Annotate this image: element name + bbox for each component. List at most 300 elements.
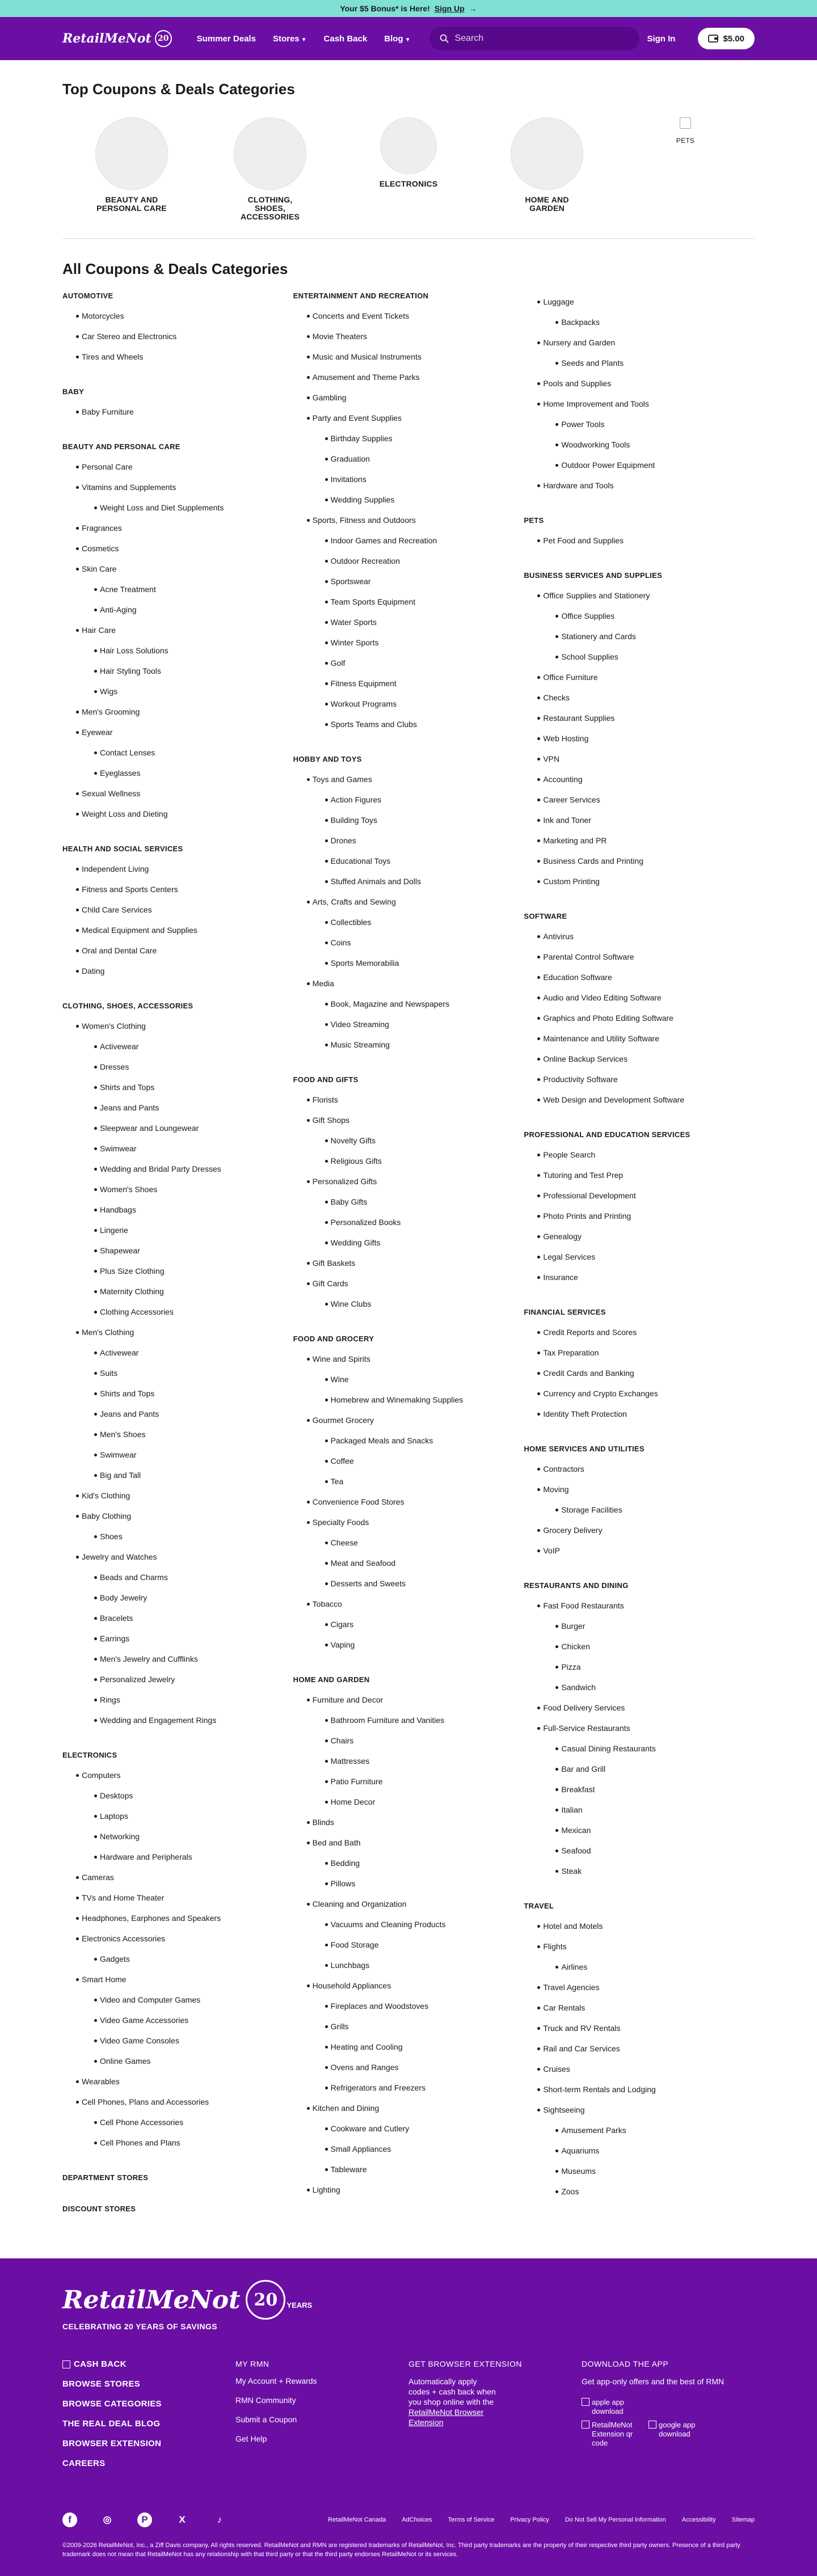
category-link[interactable]: Genealogy — [524, 1226, 755, 1247]
subcategory-link[interactable]: Women's Shoes — [62, 1179, 293, 1200]
subcategory-link[interactable]: Earrings — [62, 1628, 293, 1649]
subcategory-link[interactable]: Wedding Gifts — [293, 1232, 524, 1253]
category-link[interactable]: Accounting — [524, 769, 755, 789]
category-link[interactable]: Gift Cards — [293, 1273, 524, 1294]
subcategory-link[interactable]: Casual Dining Restaurants — [524, 1738, 755, 1759]
category-link[interactable]: Truck and RV Rentals — [524, 2018, 755, 2038]
category-link[interactable]: Custom Printing — [524, 871, 755, 892]
subcategory-link[interactable]: Handbags — [62, 1200, 293, 1220]
category-link[interactable]: Eyewear — [62, 722, 293, 742]
subcategory-link[interactable]: Small Appliances — [293, 2139, 524, 2159]
subcategory-link[interactable]: Pillows — [293, 1873, 524, 1894]
category-link[interactable]: VPN — [524, 749, 755, 769]
top-category-pets[interactable] — [616, 117, 755, 221]
top-category-clothing[interactable] — [201, 117, 339, 221]
footer-link-community[interactable]: RMN Community — [235, 2396, 296, 2405]
category-link[interactable]: Rail and Car Services — [524, 2038, 755, 2059]
category-group-heading[interactable]: DISCOUNT STORES — [62, 2205, 136, 2213]
category-link[interactable]: Career Services — [524, 789, 755, 810]
subcategory-link[interactable]: Wedding and Engagement Rings — [62, 1710, 293, 1730]
wallet-button[interactable] — [698, 28, 755, 49]
subcategory-link[interactable]: Networking — [62, 1826, 293, 1847]
category-link[interactable]: Kitchen and Dining — [293, 2098, 524, 2118]
subcategory-link[interactable]: Zoos — [524, 2181, 755, 2202]
category-link[interactable]: Cameras — [62, 1867, 293, 1887]
category-link[interactable]: Music and Musical Instruments — [293, 347, 524, 367]
category-link[interactable]: Blinds — [293, 1812, 524, 1832]
category-link[interactable]: Hotel and Motels — [524, 1916, 755, 1936]
subcategory-link[interactable]: Sportswear — [293, 571, 524, 592]
category-link[interactable]: Restaurant Supplies — [524, 708, 755, 728]
subcategory-link[interactable]: Drones — [293, 830, 524, 851]
subcategory-link[interactable]: Wedding and Bridal Party Dresses — [62, 1159, 293, 1179]
legal-link-accessibility[interactable]: Accessibility — [681, 2516, 716, 2523]
x-icon[interactable]: X — [179, 2514, 186, 2525]
subcategory-link[interactable]: Desktops — [62, 1785, 293, 1806]
category-link[interactable]: Fitness and Sports Centers — [62, 879, 293, 900]
category-link[interactable]: Personalized Gifts — [293, 1171, 524, 1192]
category-group-heading[interactable]: TRAVEL — [524, 1902, 554, 1910]
nav-blog[interactable] — [384, 34, 410, 44]
nav-cash-back[interactable]: Cash Back — [323, 33, 368, 44]
category-link[interactable]: Independent Living — [62, 859, 293, 879]
subcategory-link[interactable]: Action Figures — [293, 789, 524, 810]
legal-link-canada[interactable]: RetailMeNot Canada — [328, 2516, 386, 2523]
subcategory-link[interactable]: Wedding Supplies — [293, 489, 524, 510]
category-link[interactable]: Full-Service Restaurants — [524, 1718, 755, 1738]
category-link[interactable]: Fast Food Restaurants — [524, 1595, 755, 1616]
subcategory-link[interactable]: Home Decor — [293, 1792, 524, 1812]
category-link[interactable]: Men's Grooming — [62, 702, 293, 722]
category-link[interactable]: Sexual Wellness — [62, 783, 293, 804]
subcategory-link[interactable]: Video Game Consoles — [62, 2030, 293, 2051]
subcategory-link[interactable]: Sleepwear and Loungewear — [62, 1118, 293, 1138]
category-link[interactable]: Dating — [62, 961, 293, 981]
subcategory-link[interactable]: Food Storage — [293, 1935, 524, 1955]
category-link[interactable]: Checks — [524, 687, 755, 708]
subcategory-link[interactable]: Sandwich — [524, 1677, 755, 1697]
category-link[interactable]: Currency and Crypto Exchanges — [524, 1383, 755, 1404]
subcategory-link[interactable]: Ovens and Ranges — [293, 2057, 524, 2077]
category-link[interactable]: Office Supplies and Stationery — [524, 585, 755, 606]
subcategory-link[interactable]: Wine — [293, 1369, 524, 1390]
category-link[interactable]: Bed and Bath — [293, 1832, 524, 1853]
category-link[interactable]: Party and Event Supplies — [293, 408, 524, 428]
category-link[interactable]: Nursery and Garden — [524, 332, 755, 353]
subcategory-link[interactable]: Seeds and Plants — [524, 353, 755, 373]
subcategory-link[interactable]: Heating and Cooling — [293, 2037, 524, 2057]
legal-link-do-not-sell[interactable]: Do Not Sell My Personal Information — [565, 2516, 666, 2523]
category-link[interactable]: Food Delivery Services — [524, 1697, 755, 1718]
category-link[interactable]: Headphones, Earphones and Speakers — [62, 1908, 293, 1928]
subcategory-link[interactable]: Religious Gifts — [293, 1151, 524, 1171]
category-link[interactable]: Cruises — [524, 2059, 755, 2079]
subcategory-link[interactable]: Chicken — [524, 1636, 755, 1657]
subcategory-link[interactable]: Swimwear — [62, 1138, 293, 1159]
subcategory-link[interactable]: Video Game Accessories — [62, 2010, 293, 2030]
tiktok-icon[interactable]: ♪ — [217, 2514, 222, 2525]
subcategory-link[interactable]: Outdoor Recreation — [293, 551, 524, 571]
subcategory-link[interactable]: Suits — [62, 1363, 293, 1383]
subcategory-link[interactable]: Sports Teams and Clubs — [293, 714, 524, 734]
category-link[interactable]: Baby Furniture — [62, 402, 293, 422]
category-link[interactable]: Hardware and Tools — [524, 475, 755, 496]
subcategory-link[interactable]: Coins — [293, 932, 524, 953]
category-link[interactable]: Ink and Toner — [524, 810, 755, 830]
subcategory-link[interactable]: Cheese — [293, 1532, 524, 1553]
category-link[interactable]: Professional Development — [524, 1185, 755, 1206]
category-link[interactable]: Parental Control Software — [524, 947, 755, 967]
subcategory-link[interactable]: Plus Size Clothing — [62, 1261, 293, 1281]
subcategory-link[interactable]: Aquariums — [524, 2140, 755, 2161]
subcategory-link[interactable]: Clothing Accessories — [62, 1302, 293, 1322]
legal-link-sitemap[interactable]: Sitemap — [731, 2516, 755, 2523]
subcategory-link[interactable]: Activewear — [62, 1036, 293, 1057]
category-group-heading[interactable]: FOOD AND GROCERY — [293, 1335, 374, 1343]
subcategory-link[interactable]: Shoes — [62, 1526, 293, 1547]
category-link[interactable]: Kid's Clothing — [62, 1485, 293, 1506]
footer-link-submit-coupon[interactable]: Submit a Coupon — [235, 2415, 297, 2424]
subcategory-link[interactable]: Laptops — [62, 1806, 293, 1826]
category-link[interactable]: Office Furniture — [524, 667, 755, 687]
category-link[interactable]: Media — [293, 973, 524, 994]
subcategory-link[interactable]: Birthday Supplies — [293, 428, 524, 449]
category-link[interactable]: Lighting — [293, 2180, 524, 2200]
subcategory-link[interactable]: Anti-Aging — [62, 599, 293, 620]
category-link[interactable]: Insurance — [524, 1267, 755, 1287]
category-link[interactable]: Graphics and Photo Editing Software — [524, 1008, 755, 1028]
subcategory-link[interactable]: Tableware — [293, 2159, 524, 2180]
footer-link-extension[interactable]: BROWSER EXTENSION — [62, 2439, 162, 2448]
subcategory-link[interactable]: Workout Programs — [293, 694, 524, 714]
category-link[interactable]: Gift Baskets — [293, 1253, 524, 1273]
subcategory-link[interactable]: Breakfast — [524, 1779, 755, 1800]
subcategory-link[interactable]: Beads and Charms — [62, 1567, 293, 1587]
category-link[interactable]: Convenience Food Stores — [293, 1492, 524, 1512]
footer-link-browse-categories[interactable]: BROWSE CATEGORIES — [62, 2399, 162, 2409]
subcategory-link[interactable]: School Supplies — [524, 647, 755, 667]
nav-summer-deals[interactable]: Summer Deals — [196, 33, 256, 44]
category-link[interactable]: Tires and Wheels — [62, 347, 293, 367]
subcategory-link[interactable]: Backpacks — [524, 312, 755, 332]
category-group-heading[interactable]: PROFESSIONAL AND EDUCATION SERVICES — [524, 1130, 690, 1139]
subcategory-link[interactable]: Patio Furniture — [293, 1771, 524, 1792]
subcategory-link[interactable]: Chairs — [293, 1730, 524, 1751]
subcategory-link[interactable]: Contact Lenses — [62, 742, 293, 763]
category-group-heading[interactable]: BUSINESS SERVICES AND SUPPLIES — [524, 571, 663, 580]
category-link[interactable]: Identity Theft Protection — [524, 1404, 755, 1424]
subcategory-link[interactable]: Fireplaces and Woodstoves — [293, 1996, 524, 2016]
subcategory-link[interactable]: Tea — [293, 1471, 524, 1492]
pinterest-icon[interactable]: P — [137, 2512, 152, 2527]
category-link[interactable]: Car Rentals — [524, 1998, 755, 2018]
category-link[interactable]: Women's Clothing — [62, 1016, 293, 1036]
category-link[interactable]: Wine and Spirits — [293, 1349, 524, 1369]
subcategory-link[interactable]: Cigars — [293, 1614, 524, 1635]
category-link[interactable]: Short-term Rentals and Lodging — [524, 2079, 755, 2100]
subcategory-link[interactable]: Invitations — [293, 469, 524, 489]
subcategory-link[interactable]: Shapewear — [62, 1240, 293, 1261]
subcategory-link[interactable]: Amusement Parks — [524, 2120, 755, 2140]
footer-link-cash-back[interactable] — [62, 2359, 235, 2369]
category-link[interactable]: Cleaning and Organization — [293, 1894, 524, 1914]
legal-link-terms[interactable]: Terms of Service — [448, 2516, 495, 2523]
category-group-heading[interactable]: CLOTHING, SHOES, ACCESSORIES — [62, 1002, 193, 1010]
subcategory-link[interactable]: Mexican — [524, 1820, 755, 1840]
subcategory-link[interactable]: Shirts and Tops — [62, 1383, 293, 1404]
subcategory-link[interactable]: Lunchbags — [293, 1955, 524, 1975]
subcategory-link[interactable]: Lingerie — [62, 1220, 293, 1240]
apple-badge[interactable] — [582, 2398, 638, 2416]
category-group-heading[interactable]: AUTOMOTIVE — [62, 292, 113, 300]
site-logo[interactable] — [62, 30, 172, 47]
category-link[interactable]: Child Care Services — [62, 900, 293, 920]
footer-link-blog[interactable]: THE REAL DEAL BLOG — [62, 2419, 161, 2429]
subcategory-link[interactable]: Sports Memorabilia — [293, 953, 524, 973]
subcategory-link[interactable]: Golf — [293, 653, 524, 673]
subcategory-link[interactable]: Cookware and Cutlery — [293, 2118, 524, 2139]
category-link[interactable]: Personal Care — [62, 457, 293, 477]
category-link[interactable]: Amusement and Theme Parks — [293, 367, 524, 387]
subcategory-link[interactable]: Grills — [293, 2016, 524, 2037]
category-link[interactable]: TVs and Home Theater — [62, 1887, 293, 1908]
subcategory-link[interactable]: Bedding — [293, 1853, 524, 1873]
subcategory-link[interactable]: Baby Gifts — [293, 1192, 524, 1212]
category-link[interactable]: Flights — [524, 1936, 755, 1957]
category-group-heading[interactable]: HOME AND GARDEN — [293, 1675, 370, 1684]
subcategory-link[interactable]: Power Tools — [524, 414, 755, 434]
subcategory-link[interactable]: Rings — [62, 1690, 293, 1710]
subcategory-link[interactable]: Vaping — [293, 1635, 524, 1655]
category-link[interactable]: Specialty Foods — [293, 1512, 524, 1532]
category-link[interactable]: Baby Clothing — [62, 1506, 293, 1526]
subcategory-link[interactable]: Body Jewelry — [62, 1587, 293, 1608]
category-group-heading[interactable]: DEPARTMENT STORES — [62, 2173, 149, 2182]
category-link[interactable]: Maintenance and Utility Software — [524, 1028, 755, 1049]
category-link[interactable]: Furniture and Decor — [293, 1690, 524, 1710]
subcategory-link[interactable]: Dresses — [62, 1057, 293, 1077]
category-link[interactable]: Weight Loss and Dieting — [62, 804, 293, 824]
category-link[interactable]: Tutoring and Test Prep — [524, 1165, 755, 1185]
subcategory-link[interactable]: Online Games — [62, 2051, 293, 2071]
category-group-heading[interactable]: RESTAURANTS AND DINING — [524, 1581, 629, 1590]
footer-link-help[interactable]: Get Help — [235, 2434, 267, 2443]
category-link[interactable]: Marketing and PR — [524, 830, 755, 851]
category-link[interactable]: Gambling — [293, 387, 524, 408]
top-category-electronics[interactable] — [339, 117, 478, 221]
category-link[interactable]: People Search — [524, 1145, 755, 1165]
subcategory-link[interactable]: Winter Sports — [293, 632, 524, 653]
category-link[interactable]: Wearables — [62, 2071, 293, 2092]
nav-stores[interactable] — [273, 34, 307, 44]
category-link[interactable]: Education Software — [524, 967, 755, 987]
category-group-heading[interactable]: HEALTH AND SOCIAL SERVICES — [62, 844, 183, 853]
subcategory-link[interactable]: Bar and Grill — [524, 1759, 755, 1779]
subcategory-link[interactable]: Swimwear — [62, 1445, 293, 1465]
subcategory-link[interactable]: Video and Computer Games — [62, 1990, 293, 2010]
category-group-heading[interactable]: HOME SERVICES AND UTILITIES — [524, 1445, 645, 1453]
category-group-heading[interactable]: ELECTRONICS — [62, 1751, 117, 1759]
legal-link-adchoices[interactable]: AdChoices — [402, 2516, 432, 2523]
subcategory-link[interactable]: Meat and Seafood — [293, 1553, 524, 1573]
subcategory-link[interactable]: Educational Toys — [293, 851, 524, 871]
subcategory-link[interactable]: Italian — [524, 1800, 755, 1820]
subcategory-link[interactable]: Acne Treatment — [62, 579, 293, 599]
top-category-beauty[interactable] — [62, 117, 201, 221]
top-category-home-garden[interactable] — [478, 117, 616, 221]
category-link[interactable]: Movie Theaters — [293, 326, 524, 347]
subcategory-link[interactable]: Outdoor Power Equipment — [524, 455, 755, 475]
subcategory-link[interactable]: Hardware and Peripherals — [62, 1847, 293, 1867]
category-group-heading[interactable]: SOFTWARE — [524, 912, 567, 920]
footer-link-account[interactable]: My Account + Rewards — [235, 2376, 317, 2385]
category-link[interactable]: Men's Clothing — [62, 1322, 293, 1342]
footer-link-careers[interactable]: CAREERS — [62, 2459, 106, 2468]
subcategory-link[interactable]: Vacuums and Cleaning Products — [293, 1914, 524, 1935]
subcategory-link[interactable]: Indoor Games and Recreation — [293, 530, 524, 551]
subcategory-link[interactable]: Team Sports Equipment — [293, 592, 524, 612]
subcategory-link[interactable]: Book, Magazine and Newspapers — [293, 994, 524, 1014]
category-link[interactable]: Grocery Delivery — [524, 1520, 755, 1540]
subcategory-link[interactable]: Homebrew and Winemaking Supplies — [293, 1390, 524, 1410]
category-link[interactable]: Gourmet Grocery — [293, 1410, 524, 1430]
subcategory-link[interactable]: Jeans and Pants — [62, 1404, 293, 1424]
subcategory-link[interactable]: Airlines — [524, 1957, 755, 1977]
subcategory-link[interactable]: Gadgets — [62, 1949, 293, 1969]
subcategory-link[interactable]: Stuffed Animals and Dolls — [293, 871, 524, 892]
category-link[interactable]: Medical Equipment and Supplies — [62, 920, 293, 940]
subcategory-link[interactable]: Novelty Gifts — [293, 1130, 524, 1151]
category-link[interactable]: Web Hosting — [524, 728, 755, 749]
category-link[interactable]: Photo Prints and Printing — [524, 1206, 755, 1226]
banner-signup-link[interactable]: Sign Up — [434, 4, 465, 13]
category-link[interactable]: Electronics Accessories — [62, 1928, 293, 1949]
category-link[interactable]: Tax Preparation — [524, 1342, 755, 1363]
signin-link[interactable]: Sign In — [647, 33, 676, 44]
category-link[interactable]: Skin Care — [62, 559, 293, 579]
category-link[interactable]: Home Improvement and Tools — [524, 394, 755, 414]
category-link[interactable]: Concerts and Event Tickets — [293, 306, 524, 326]
category-link[interactable]: VoIP — [524, 1540, 755, 1561]
subcategory-link[interactable]: Music Streaming — [293, 1034, 524, 1055]
subcategory-link[interactable]: Cell Phone Accessories — [62, 2112, 293, 2132]
footer-link-browse-stores[interactable]: BROWSE STORES — [62, 2379, 140, 2389]
subcategory-link[interactable]: Coffee — [293, 1451, 524, 1471]
category-link[interactable]: Car Stereo and Electronics — [62, 326, 293, 347]
category-group-heading[interactable]: FINANCIAL SERVICES — [524, 1308, 606, 1316]
subcategory-link[interactable]: Hair Styling Tools — [62, 661, 293, 681]
subcategory-link[interactable]: Men's Shoes — [62, 1424, 293, 1445]
subcategory-link[interactable]: Woodworking Tools — [524, 434, 755, 455]
subcategory-link[interactable]: Fitness Equipment — [293, 673, 524, 694]
subcategory-link[interactable]: Museums — [524, 2161, 755, 2181]
subcategory-link[interactable]: Eyeglasses — [62, 763, 293, 783]
subcategory-link[interactable]: Wine Clubs — [293, 1294, 524, 1314]
category-group-heading[interactable]: PETS — [524, 516, 544, 525]
subcategory-link[interactable]: Collectibles — [293, 912, 524, 932]
subcategory-link[interactable]: Big and Tall — [62, 1465, 293, 1485]
category-link[interactable]: Tobacco — [293, 1594, 524, 1614]
category-link[interactable]: Florists — [293, 1089, 524, 1110]
category-link[interactable]: Contractors — [524, 1459, 755, 1479]
category-link[interactable]: Pools and Supplies — [524, 373, 755, 394]
subcategory-link[interactable]: Refrigerators and Freezers — [293, 2077, 524, 2098]
subcategory-link[interactable]: Video Streaming — [293, 1014, 524, 1034]
category-group-heading[interactable]: HOBBY AND TOYS — [293, 755, 362, 763]
category-link[interactable]: Fragrances — [62, 518, 293, 538]
category-link[interactable]: Hair Care — [62, 620, 293, 640]
subcategory-link[interactable]: Graduation — [293, 449, 524, 469]
category-link[interactable]: Arts, Crafts and Sewing — [293, 892, 524, 912]
legal-link-privacy[interactable]: Privacy Policy — [510, 2516, 549, 2523]
facebook-icon[interactable]: f — [62, 2512, 77, 2527]
category-link[interactable]: Travel Agencies — [524, 1977, 755, 1998]
category-link[interactable]: Antivirus — [524, 926, 755, 947]
category-link[interactable]: Luggage — [524, 292, 755, 312]
category-link[interactable]: Online Backup Services — [524, 1049, 755, 1069]
subcategory-link[interactable]: Wigs — [62, 681, 293, 702]
category-link[interactable]: Toys and Games — [293, 769, 524, 789]
subcategory-link[interactable]: Maternity Clothing — [62, 1281, 293, 1302]
extension-link[interactable]: RetailMeNot Browser Extension — [408, 2408, 484, 2427]
category-link[interactable]: Cosmetics — [62, 538, 293, 559]
category-link[interactable]: Sightseeing — [524, 2100, 755, 2120]
category-link[interactable]: Oral and Dental Care — [62, 940, 293, 961]
category-group-heading[interactable]: BABY — [62, 387, 85, 396]
category-link[interactable]: Moving — [524, 1479, 755, 1500]
category-link[interactable]: Legal Services — [524, 1247, 755, 1267]
category-link[interactable]: Computers — [62, 1765, 293, 1785]
google-badge[interactable] — [648, 2421, 705, 2448]
category-link[interactable]: Smart Home — [62, 1969, 293, 1990]
subcategory-link[interactable]: Jeans and Pants — [62, 1097, 293, 1118]
subcategory-link[interactable]: Desserts and Sweets — [293, 1573, 524, 1594]
category-link[interactable]: Sports, Fitness and Outdoors — [293, 510, 524, 530]
search-input[interactable] — [454, 33, 613, 44]
category-link[interactable]: Credit Reports and Scores — [524, 1322, 755, 1342]
category-group-heading[interactable]: BEAUTY AND PERSONAL CARE — [62, 442, 180, 451]
subcategory-link[interactable]: Stationery and Cards — [524, 626, 755, 647]
category-link[interactable]: Jewelry and Watches — [62, 1547, 293, 1567]
category-group-heading[interactable]: FOOD AND GIFTS — [293, 1075, 359, 1084]
subcategory-link[interactable]: Hair Loss Solutions — [62, 640, 293, 661]
subcategory-link[interactable]: Cell Phones and Plans — [62, 2132, 293, 2153]
category-link[interactable]: Credit Cards and Banking — [524, 1363, 755, 1383]
category-link[interactable]: Web Design and Development Software — [524, 1089, 755, 1110]
category-link[interactable]: Business Cards and Printing — [524, 851, 755, 871]
subcategory-link[interactable]: Personalized Jewelry — [62, 1669, 293, 1690]
subcategory-link[interactable]: Water Sports — [293, 612, 524, 632]
subcategory-link[interactable]: Packaged Meals and Snacks — [293, 1430, 524, 1451]
subcategory-link[interactable]: Pizza — [524, 1657, 755, 1677]
subcategory-link[interactable]: Seafood — [524, 1840, 755, 1861]
subcategory-link[interactable]: Personalized Books — [293, 1212, 524, 1232]
category-link[interactable]: Audio and Video Editing Software — [524, 987, 755, 1008]
subcategory-link[interactable]: Men's Jewelry and Cufflinks — [62, 1649, 293, 1669]
subcategory-link[interactable]: Storage Facilities — [524, 1500, 755, 1520]
subcategory-link[interactable]: Bracelets — [62, 1608, 293, 1628]
subcategory-link[interactable]: Office Supplies — [524, 606, 755, 626]
category-link[interactable]: Motorcycles — [62, 306, 293, 326]
category-link[interactable]: Productivity Software — [524, 1069, 755, 1089]
subcategory-link[interactable]: Shirts and Tops — [62, 1077, 293, 1097]
subcategory-link[interactable]: Weight Loss and Diet Supplements — [62, 497, 293, 518]
category-link[interactable]: Cell Phones, Plans and Accessories — [62, 2092, 293, 2112]
instagram-icon[interactable]: ◎ — [103, 2514, 112, 2525]
category-link[interactable]: Household Appliances — [293, 1975, 524, 1996]
subcategory-link[interactable]: Burger — [524, 1616, 755, 1636]
category-link[interactable]: Vitamins and Supplements — [62, 477, 293, 497]
